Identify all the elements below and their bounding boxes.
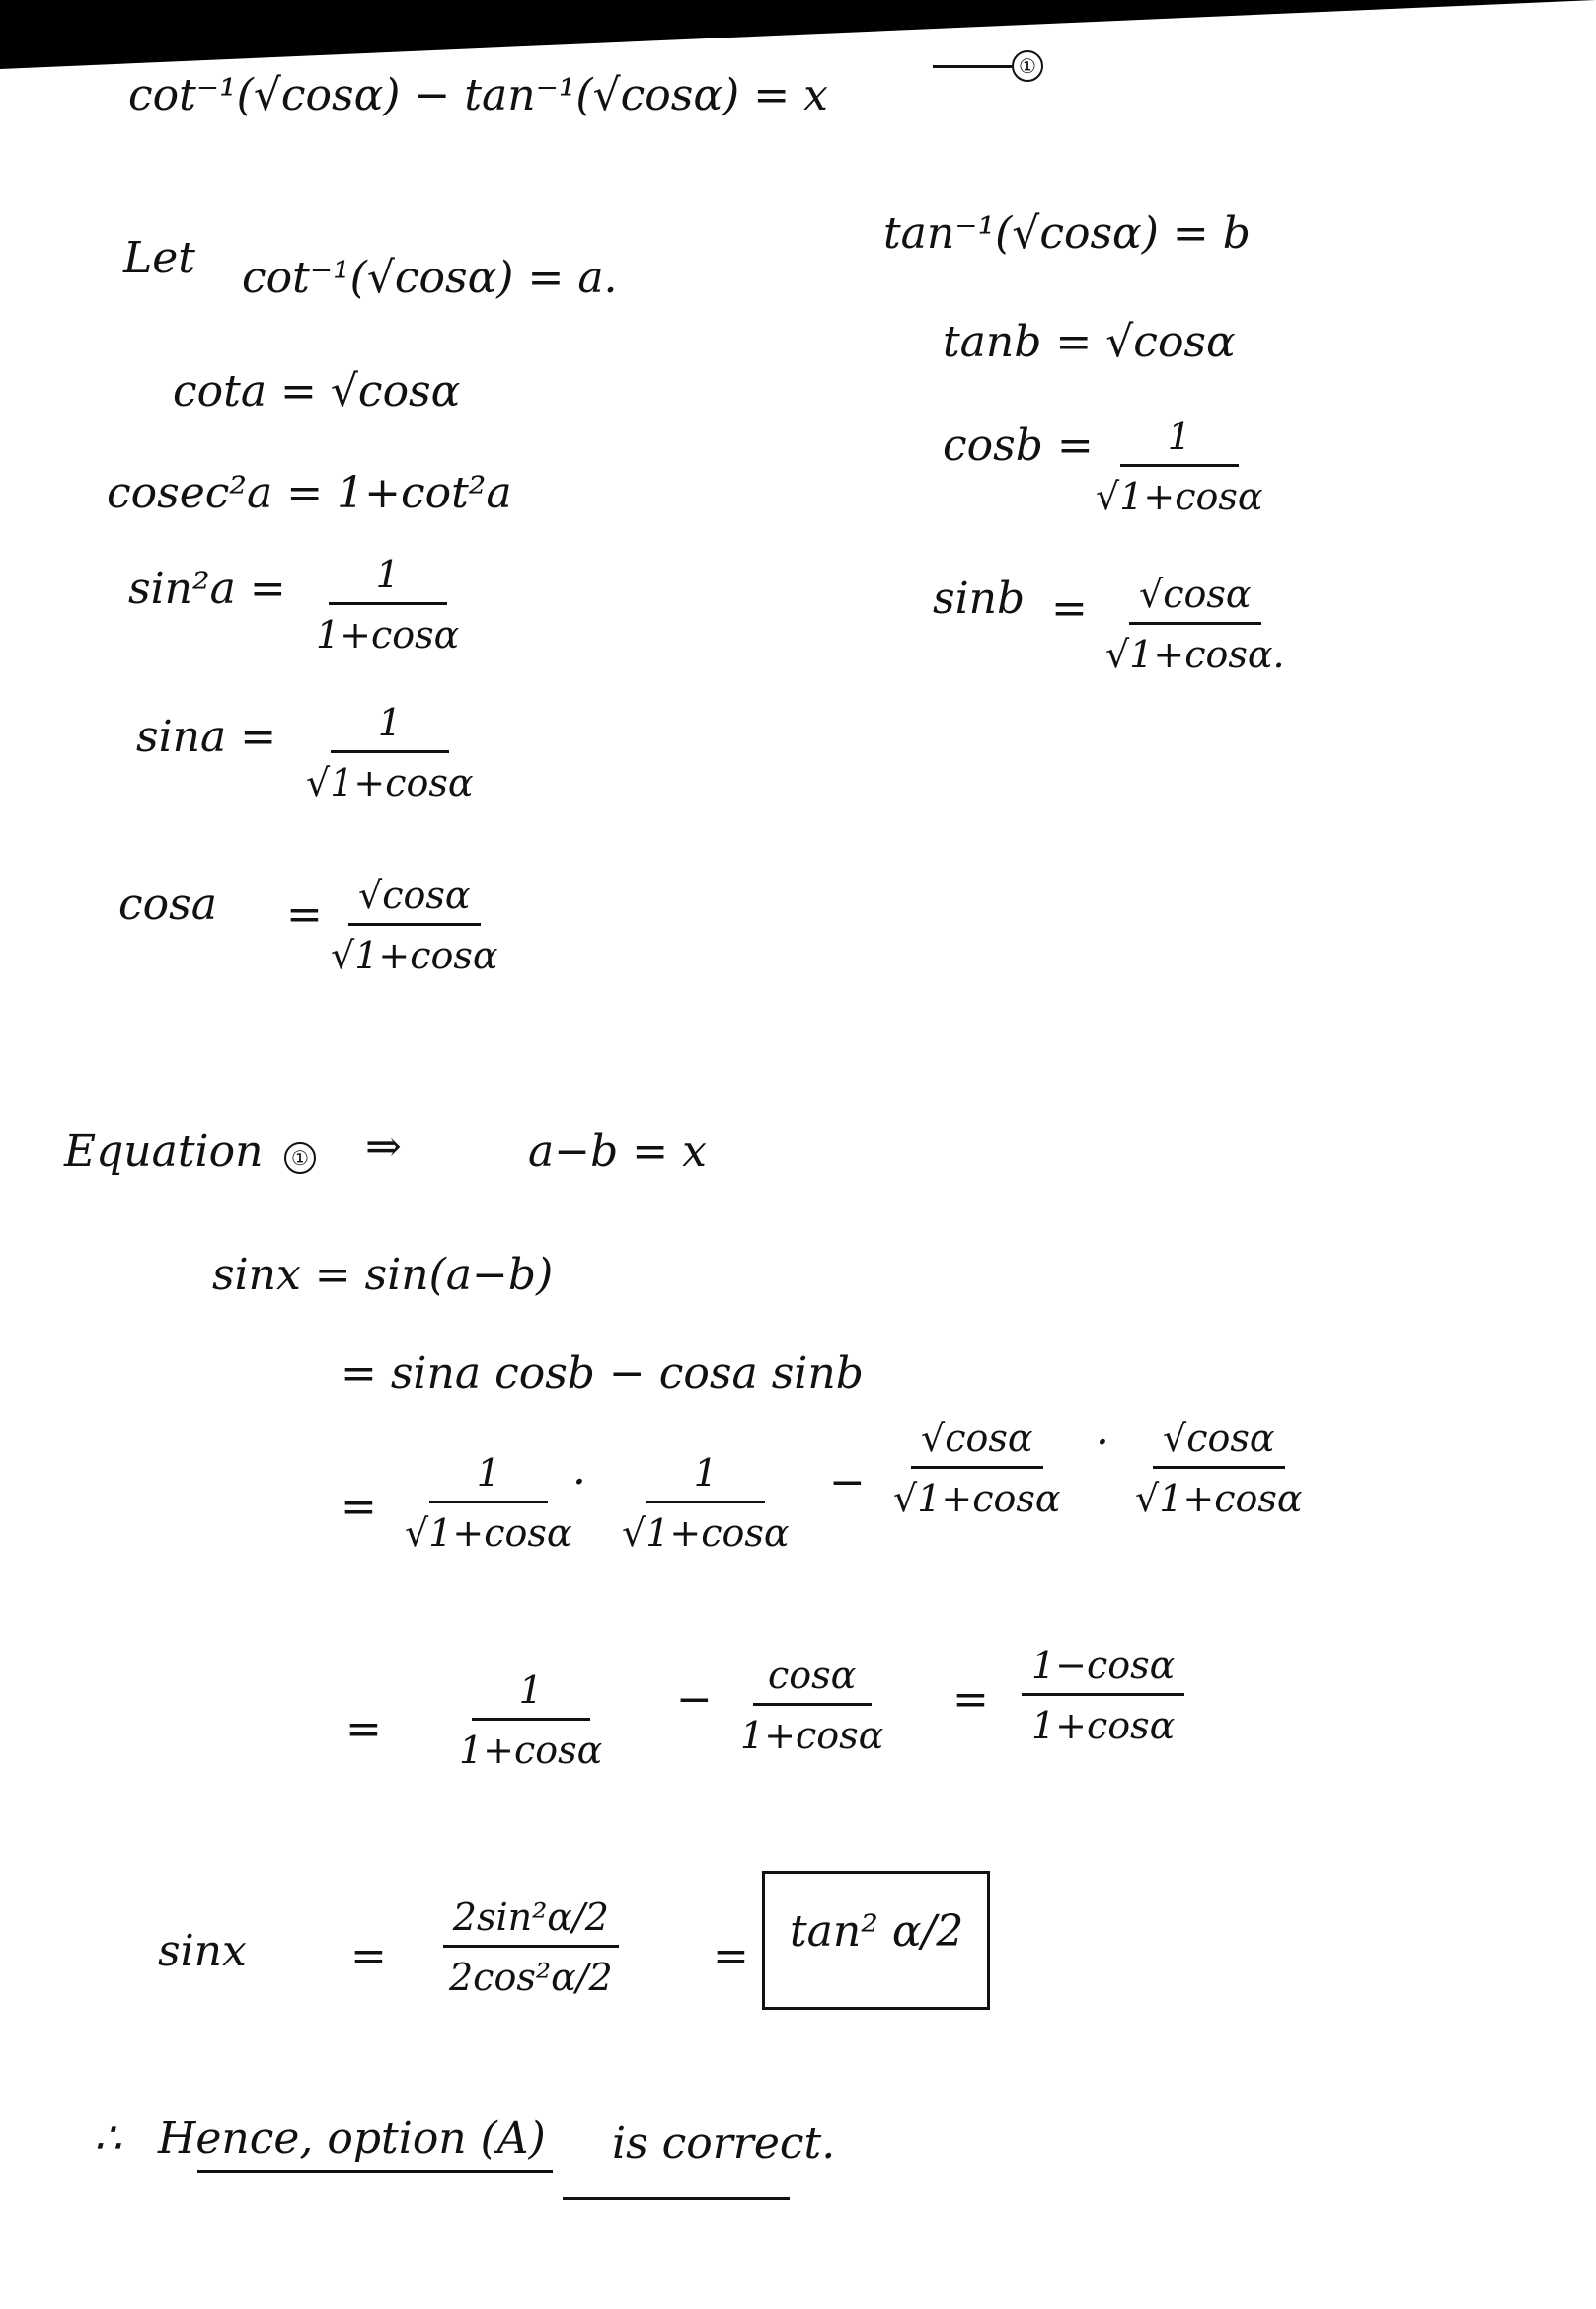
simplify-fraction-3: $\frac{1-\cos\alpha}{1+\cos\alpha}$ [1022, 1644, 1184, 1747]
equation-word: Equation [64, 1126, 264, 1177]
sin-a-fraction: $\frac{1}{√1+\cos\alpha}$ [306, 701, 474, 805]
simplify-minus: − [676, 1674, 713, 1725]
final-sin-x: sinx [158, 1926, 247, 1976]
simplify-fraction-2: $\frac{\cos\alpha}{1+\cos\alpha}$ [740, 1654, 884, 1757]
sin-b-fraction: $\frac{√\cos\alpha}{√1+\cos\alpha.}$ [1105, 573, 1285, 676]
final-equals-2: = [713, 1931, 749, 1981]
step-sin-b-equals: = [1051, 583, 1088, 634]
sub-fraction-3: $\frac{√\cos\alpha}{√1+\cos\alpha}$ [893, 1417, 1061, 1520]
step-cot-a: cota = √cosα [173, 366, 461, 417]
step-sin-b-lhs: sinb [933, 574, 1026, 624]
let-expression: cot⁻¹(√cosα) = a. [242, 253, 618, 303]
conclusion-text: Hence, option (A) [158, 2114, 546, 2164]
cos-a-fraction: $\frac{√\cos\alpha}{√1+\cos\alpha}$ [331, 874, 498, 977]
sub-dot-1: · [572, 1457, 586, 1507]
main-equation: cot⁻¹(√cosα) − tan⁻¹(√cosα) = x [128, 70, 828, 120]
final-equals: = [350, 1931, 387, 1981]
sub-fraction-2: $\frac{1}{√1+\cos\alpha}$ [622, 1451, 790, 1555]
step-sin-squared-lhs: sin²a = [128, 564, 286, 614]
step-tan-b: tanb = √cosα [943, 317, 1236, 367]
simplify-equals: = [345, 1704, 382, 1754]
page-edge-shadow [0, 0, 22, 69]
implies-arrow: ⇒ [365, 1121, 402, 1172]
sin-difference-formula: = sina cosb − cosa sinb [341, 1348, 864, 1399]
boxed-answer: tan² α/2 [790, 1906, 964, 1957]
simplify-fraction-1: $\frac{1}{1+\cos\alpha}$ [459, 1668, 603, 1772]
sub-fraction-4: $\frac{√\cos\alpha}{√1+\cos\alpha}$ [1135, 1417, 1303, 1520]
step-sin-a-lhs: sina = [136, 712, 277, 762]
substitution-equals: = [341, 1482, 377, 1532]
simplify-equals-2: = [952, 1674, 989, 1725]
sub-dot-2: · [1096, 1418, 1109, 1468]
sub-minus: − [829, 1457, 866, 1507]
sub-fraction-1: $\frac{1}{√1+\cos\alpha}$ [405, 1451, 572, 1555]
step-cosec-identity: cosec²a = 1+cot²a [107, 468, 512, 518]
let-word: Let [123, 233, 195, 283]
conclusion-underline-2 [563, 2197, 790, 2200]
conclusion-text-end: is correct. [612, 2118, 836, 2169]
sin-x-expansion: sinx = sin(a−b) [212, 1250, 554, 1300]
step-cos-b-lhs: cosb = [943, 421, 1094, 471]
a-minus-b-equals-x: a−b = x [528, 1126, 707, 1177]
conclusion-underline-1 [197, 2170, 553, 2173]
cos-b-fraction: $\frac{1}{√1+\cos\alpha}$ [1096, 415, 1263, 518]
equation-ref-circle: ① [284, 1135, 316, 1175]
equation-reference-mark: ① [933, 43, 1043, 83]
final-half-angle-fraction: $\frac{\text{2sin²α/2}}{\text{2cos²α/2}}$ [439, 1895, 623, 1999]
sin-squared-fraction: $\frac{1}{1+\cos\alpha}$ [316, 553, 460, 656]
page-corner-shadow [0, 0, 1596, 69]
let-b-expression: tan⁻¹(√cosα) = b [883, 208, 1251, 259]
step-cos-a-lhs: cosa [118, 880, 217, 930]
therefore-symbol: ∴ [94, 2114, 121, 2164]
step-cos-a-equals: = [286, 889, 323, 940]
